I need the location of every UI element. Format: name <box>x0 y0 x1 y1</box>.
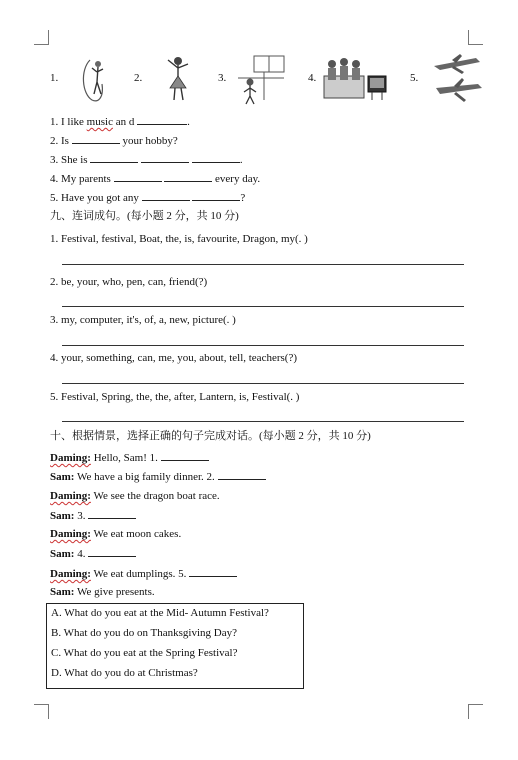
speaker-label: Daming: <box>50 490 91 502</box>
corner-mark-top-right <box>468 30 483 45</box>
fill-in-text: 4. My parents <box>50 173 114 185</box>
dialog-line-7 <box>50 566 237 581</box>
answer-blank[interactable] <box>164 171 212 182</box>
picture-row <box>44 54 484 106</box>
dialog-text: Hello, Sam! 1. <box>90 452 161 464</box>
boy-with-shelf-icon <box>234 54 288 106</box>
speaker-label: Sam: <box>50 548 75 560</box>
answer-blank[interactable] <box>141 152 189 163</box>
fill-in-2 <box>50 133 178 148</box>
dialog-text: We give presents. <box>74 586 155 598</box>
answer-blank[interactable] <box>90 152 138 163</box>
dialog-text: We see the dragon boat race. <box>90 490 220 502</box>
picture-number: 1. <box>50 72 59 84</box>
option-b: B. What do you do on Thanksgiving Day? <box>51 627 237 639</box>
fill-in-text: . <box>187 116 190 128</box>
fill-in-text: 5. Have you got any <box>50 192 142 204</box>
speaker-label: Daming: <box>50 528 91 540</box>
answer-blank[interactable] <box>114 171 162 182</box>
fill-in-4 <box>50 171 260 186</box>
dialog-line-3 <box>50 489 220 503</box>
question-9-2: 2. be, your, who, pen, can, friend(?) <box>50 276 208 288</box>
picture-number: 5. <box>410 72 419 84</box>
picture-number: 4. <box>308 72 317 84</box>
dialog-text: We eat moon cakes. <box>90 528 182 540</box>
answer-blank[interactable] <box>218 469 266 480</box>
fill-in-text: 3. She is <box>50 154 91 166</box>
picture-number: 3. <box>218 72 227 84</box>
jump-rope-icon <box>76 54 116 106</box>
fill-in-3 <box>50 152 243 167</box>
fill-in-text: 1. I like <box>50 116 87 128</box>
question-9-4: 4. your, something, can, me, you, about, tell, teachers(?) <box>50 352 297 364</box>
section-9-heading: 九、连词成句。(每小题 2 分，共 10 分) <box>50 210 239 222</box>
answer-blank[interactable] <box>142 190 190 201</box>
dialog-text: We have a big family dinner. 2. <box>74 471 218 483</box>
question-9-5: 5. Festival, Spring, the, the, after, Lantern, is, Festival(. ) <box>50 391 300 403</box>
speaker-label: Sam: <box>50 471 75 483</box>
dancing-girl-icon <box>158 54 198 106</box>
answer-line[interactable] <box>62 345 464 346</box>
speaker-label: Sam: <box>50 586 75 598</box>
speaker-label: Daming: <box>50 568 91 580</box>
section-10-heading: 十、根据情景，选择正确的句子完成对话。(每小题 2 分，共 10 分) <box>50 430 371 442</box>
dialog-line-8 <box>50 585 155 599</box>
answer-blank[interactable] <box>192 152 240 163</box>
dialog-line-5 <box>50 527 181 541</box>
fill-in-text: ? <box>240 192 246 204</box>
answer-line[interactable] <box>62 264 464 265</box>
option-d: D. What do you do at Christmas? <box>51 667 198 679</box>
answer-blank[interactable] <box>189 566 237 577</box>
dialog-text: 3. <box>74 510 89 522</box>
answer-blank[interactable] <box>192 190 240 201</box>
options-box <box>46 603 304 689</box>
answer-line[interactable] <box>62 383 464 384</box>
speaker-label: Daming: <box>50 452 91 464</box>
speaker-label: Sam: <box>50 510 75 522</box>
dialog-text: 4. <box>74 548 89 560</box>
dialog-line-1 <box>50 450 209 465</box>
corner-mark-bottom-right <box>468 704 483 719</box>
dialog-line-2 <box>50 469 266 484</box>
corner-mark-bottom-left <box>34 704 49 719</box>
answer-blank[interactable] <box>88 546 136 557</box>
dialog-text: We eat dumplings. 5. <box>90 568 190 580</box>
option-c: C. What do you eat at the Spring Festival? <box>51 647 238 659</box>
question-9-3: 3. my, computer, it's, of, a, new, picture(. ) <box>50 314 236 326</box>
fill-in-text: an d <box>112 116 138 128</box>
dialog-line-4 <box>50 508 136 523</box>
question-9-1: 1. Festival, festival, Boat, the, is, favourite, Dragon, my(. ) <box>50 233 308 245</box>
answer-line[interactable] <box>62 421 464 422</box>
fill-in-text: your hobby? <box>119 135 178 147</box>
answer-line[interactable] <box>62 306 464 307</box>
fill-in-text: every day. <box>212 173 261 185</box>
picture-number: 2. <box>134 72 143 84</box>
dialog-line-6 <box>50 546 136 561</box>
answer-blank[interactable] <box>88 508 136 519</box>
fill-in-5 <box>50 190 245 205</box>
corner-mark-top-left <box>34 30 49 45</box>
airplanes-icon <box>430 54 484 106</box>
fill-in-text: . <box>239 154 243 166</box>
family-watching-tv-icon <box>322 54 388 106</box>
answer-blank[interactable] <box>72 133 120 144</box>
fill-in-1 <box>50 114 190 129</box>
fill-in-text: 2. Is <box>50 135 72 147</box>
option-a: A. What do you eat at the Mid- Autumn Festival? <box>51 607 269 619</box>
answer-blank[interactable] <box>161 450 209 461</box>
fill-in-text: music <box>86 116 113 128</box>
answer-blank[interactable] <box>137 114 187 125</box>
